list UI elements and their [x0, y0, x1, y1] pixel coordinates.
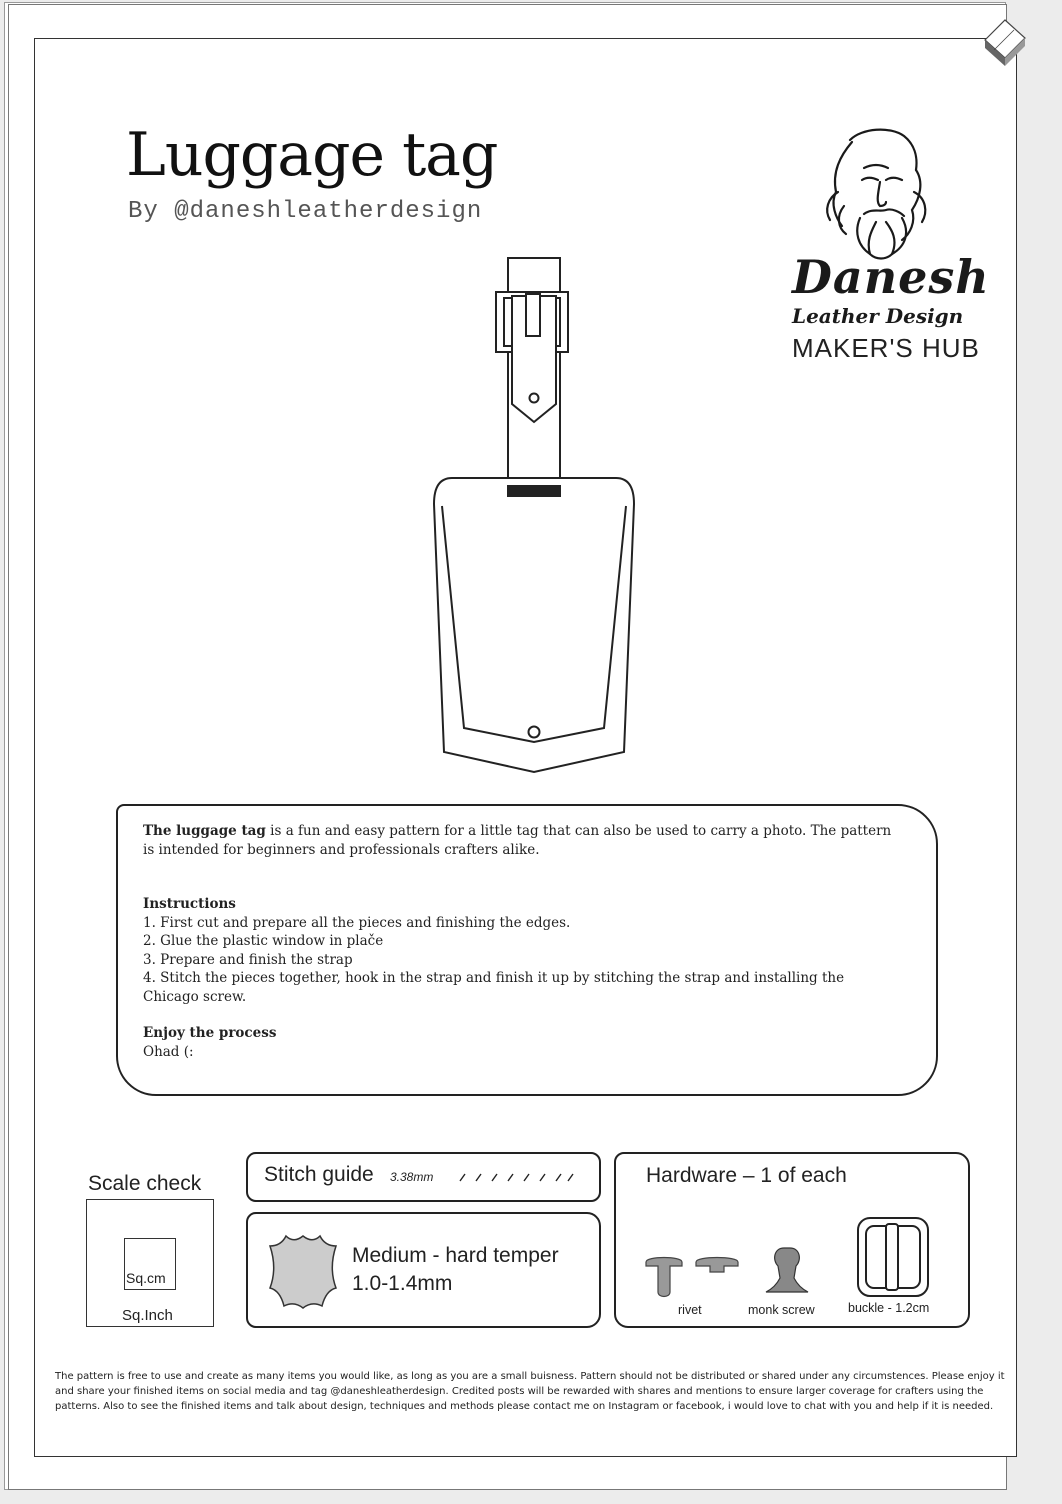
description-text: [143, 822, 903, 1061]
leather-temper: Medium - hard temper: [352, 1244, 559, 1267]
page-curl-icon: [980, 0, 1040, 80]
intro-paragraph: [143, 822, 903, 859]
rivet-icon: [646, 1258, 738, 1297]
leather-thickness: 1.0-1.4mm: [352, 1272, 453, 1295]
intro-lead: The luggage tag: [143, 823, 266, 839]
leather-hide-icon: [266, 1232, 340, 1310]
monk-screw-icon: [766, 1248, 808, 1292]
buckle-icon: [858, 1218, 928, 1296]
page-subtitle: By @daneshleatherdesign: [128, 198, 483, 225]
scale-check-label: Scale check: [88, 1172, 202, 1195]
signature: Ohad (:: [143, 1043, 194, 1060]
hardware-title: Hardware ‒ 1 of each: [646, 1164, 847, 1187]
instruction-step-4: 4. Stitch the pieces together, hook in the strap and finish it up by stitching the strap and installing the Chicago screw.: [143, 970, 845, 1005]
intro-body: is a fun and easy pattern for a little tag that can also be used to carry a photo. The pattern is intended for beginners and professionals crafters alike.: [143, 823, 892, 858]
logo-brand-name: Danesh: [792, 250, 990, 304]
hardware-monk-screw-label: monk screw: [748, 1303, 815, 1317]
instruction-step-2: 2. Glue the plastic window in plače: [143, 933, 384, 949]
instruction-step-3: 3. Prepare and finish the strap: [143, 951, 353, 968]
stitch-guide-label: Stitch guide: [264, 1163, 374, 1186]
logo-brand-subtitle: Leather Design: [792, 304, 964, 328]
stitch-marks-icon: [458, 1170, 578, 1184]
leather-spec-text: [352, 1242, 559, 1298]
scale-inch-label: Sq.Inch: [122, 1307, 173, 1324]
page-title: Luggage tag: [126, 120, 498, 190]
instructions-heading: Instructions: [143, 896, 236, 912]
stitch-spacing: 3.38mm: [390, 1170, 434, 1184]
hardware-rivet-label: rivet: [678, 1303, 702, 1317]
luggage-tag-illustration: [420, 240, 650, 780]
hardware-buckle-label: buckle - 1.2cm: [848, 1301, 930, 1315]
scale-cm-label: Sq.cm: [126, 1270, 166, 1286]
instruction-step-1: 1. First cut and prepare all the pieces and finishing the edges.: [143, 914, 571, 931]
logo-makers-hub: MAKER'S HUB: [792, 333, 980, 363]
closing-heading: Enjoy the process: [143, 1025, 277, 1041]
footer-license-text: The pattern is free to use and create as many items you would like, as long as you are a small buisness. Pattern should not be distributed or shared under any circumstences. Please enjoy it and share your finished items on social media and tag @daneshleatherdesign. Credited posts will be rewarded with shares and mentions to ensure larger coverage for crafters using the patterns. Also to see the finished items and talk about design, techniques and methods please contact me on Instagram or facebook, i would love to chat with you and help if it is needed.: [55, 1371, 1005, 1412]
